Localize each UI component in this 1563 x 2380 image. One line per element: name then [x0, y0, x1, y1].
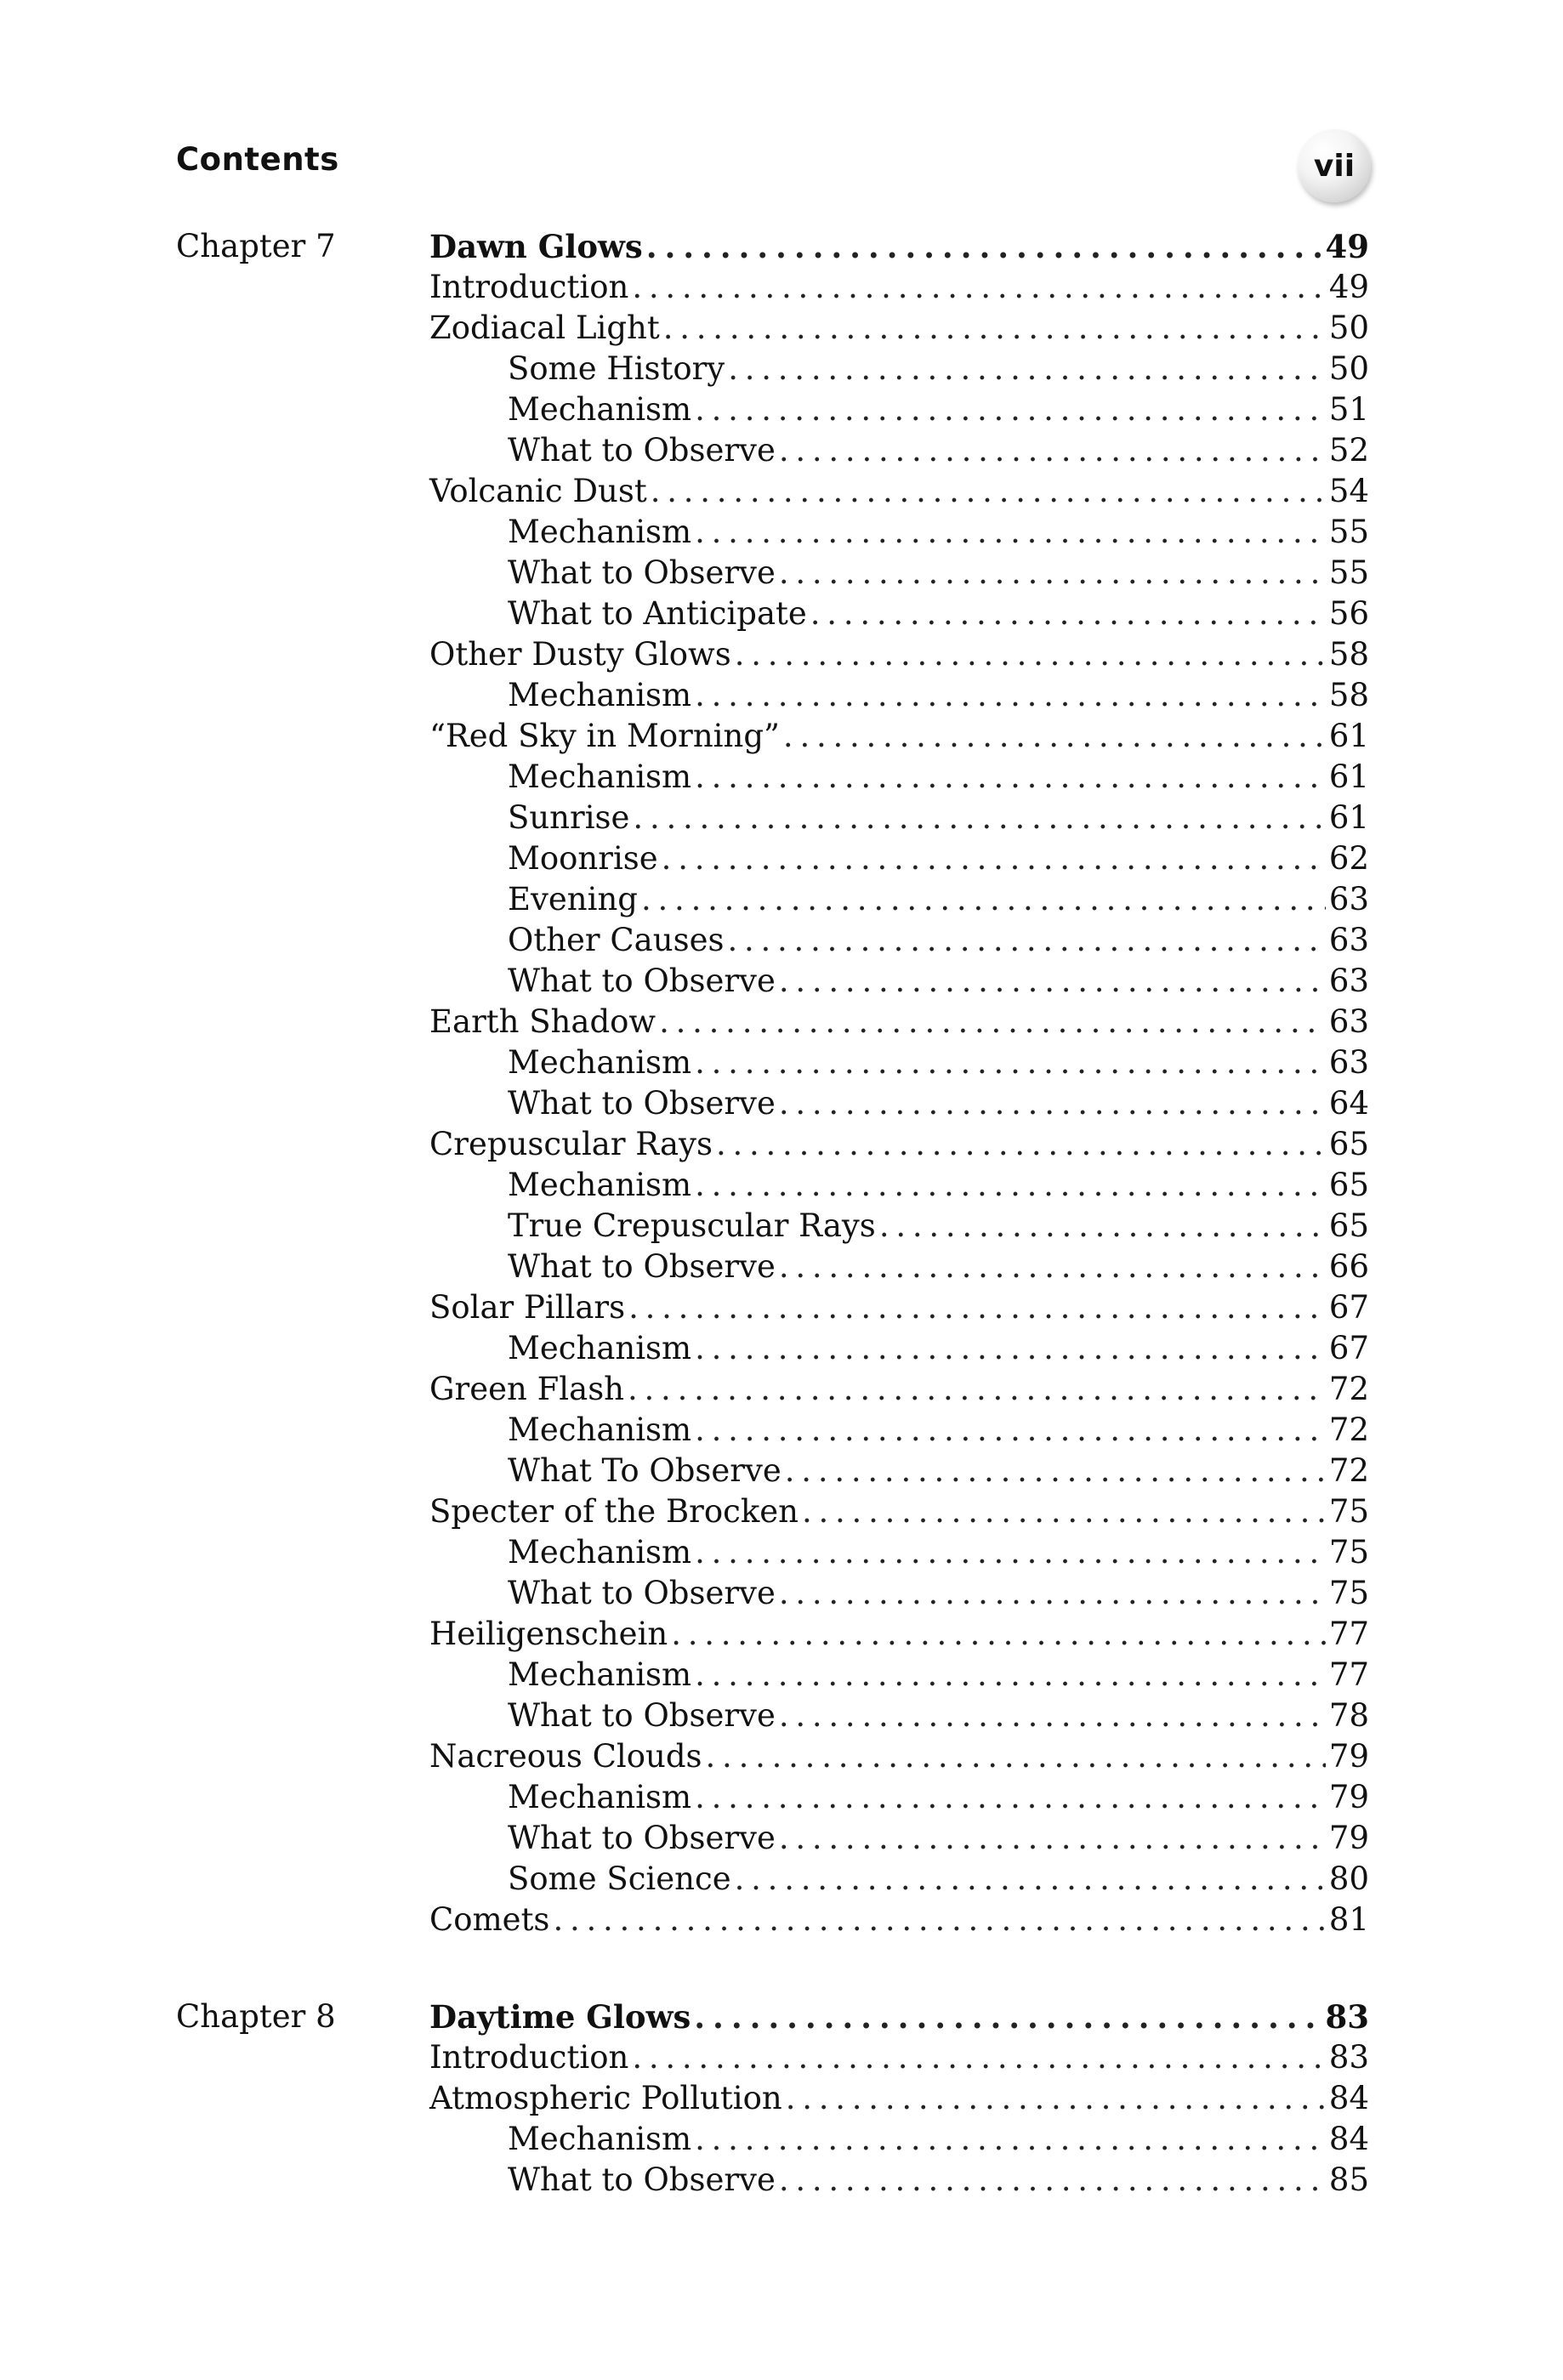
- toc-entry-title: Specter of the Brocken: [429, 1493, 799, 1530]
- dot-leader: [779, 1083, 1326, 1124]
- dot-leader: [553, 1900, 1325, 1940]
- dot-leader: [786, 2078, 1326, 2119]
- toc-subsection[interactable]: [429, 1410, 1369, 1451]
- toc-subsection[interactable]: [429, 430, 1369, 471]
- toc-subsection[interactable]: [429, 961, 1369, 1002]
- toc-page-number: 49: [1325, 228, 1369, 265]
- toc-page-number: 72: [1328, 1371, 1369, 1407]
- toc-page-number: 63: [1328, 922, 1369, 958]
- toc-section[interactable]: [429, 308, 1369, 349]
- toc-entry-title: Solar Pillars: [429, 1289, 626, 1326]
- toc-subsection[interactable]: [429, 2160, 1369, 2201]
- toc-subsection[interactable]: [429, 838, 1369, 879]
- dot-leader: [628, 1287, 1326, 1328]
- toc-subsection[interactable]: [429, 1573, 1369, 1614]
- toc-subsection[interactable]: [429, 757, 1369, 798]
- toc-page-number: 85: [1328, 2161, 1369, 2198]
- dot-leader: [662, 838, 1326, 879]
- toc-page-number: 84: [1328, 2121, 1369, 2157]
- toc-page-number: 50: [1328, 310, 1369, 346]
- toc-page-number: 61: [1328, 758, 1369, 795]
- toc-section[interactable]: [429, 1900, 1369, 1940]
- toc-page-number: 67: [1328, 1330, 1369, 1366]
- toc-subsection[interactable]: [429, 1042, 1369, 1083]
- toc-subsection[interactable]: [429, 1777, 1369, 1818]
- toc-entry-title: What To Observe: [508, 1452, 782, 1489]
- toc-page-number: 72: [1328, 1412, 1369, 1448]
- dot-leader: [728, 349, 1326, 389]
- chapter-label: Chapter 8: [176, 1998, 336, 2035]
- toc-page-number: 80: [1328, 1860, 1369, 1897]
- toc-page-number: 77: [1328, 1616, 1369, 1652]
- toc-entry-title: What to Observe: [508, 1248, 776, 1285]
- toc-entry-title: What to Observe: [508, 2161, 776, 2198]
- toc-subsection[interactable]: [429, 675, 1369, 716]
- toc-chapter-title[interactable]: [429, 226, 1369, 267]
- toc-subsection[interactable]: [429, 512, 1369, 553]
- toc-subsection[interactable]: [429, 920, 1369, 961]
- toc-page-number: 79: [1328, 1779, 1369, 1815]
- toc-subsection[interactable]: [429, 1206, 1369, 1247]
- dot-leader: [694, 1997, 1321, 2037]
- toc-page-number: 65: [1328, 1207, 1369, 1244]
- toc-page-number: 65: [1328, 1126, 1369, 1162]
- toc-entry-title: Earth Shadow: [429, 1003, 656, 1040]
- dot-leader: [779, 1818, 1326, 1859]
- toc-page-number: 58: [1328, 677, 1369, 713]
- toc-page-number: 79: [1328, 1738, 1369, 1775]
- toc-subsection[interactable]: [429, 798, 1369, 838]
- toc-subsection[interactable]: [429, 1165, 1369, 1206]
- toc-entry-title: Evening: [508, 881, 638, 917]
- toc-entry-title: Zodiacal Light: [429, 310, 660, 346]
- toc-entry-title: What to Observe: [508, 1085, 776, 1122]
- toc-entry-title: Nacreous Clouds: [429, 1738, 702, 1775]
- toc-page-number: 61: [1328, 799, 1369, 836]
- toc-page-number: 55: [1328, 554, 1369, 591]
- toc-entry-title: Introduction: [429, 269, 629, 305]
- toc-page-number: 75: [1328, 1534, 1369, 1571]
- dot-leader: [695, 1328, 1326, 1369]
- toc-page-number: 54: [1328, 473, 1369, 509]
- toc-entry-title: Crepuscular Rays: [429, 1126, 713, 1162]
- toc-section[interactable]: [429, 634, 1369, 675]
- toc-entry-title: Mechanism: [508, 1534, 692, 1571]
- toc-page-number: 66: [1328, 1248, 1369, 1285]
- dot-leader: [695, 2119, 1326, 2160]
- toc-page-number: 63: [1328, 963, 1369, 999]
- toc-page-number: 83: [1328, 2039, 1369, 2076]
- toc-section[interactable]: [429, 2078, 1369, 2119]
- toc-entry-title: Other Causes: [508, 922, 725, 958]
- dot-leader: [716, 1124, 1326, 1165]
- toc-entry-title: Some Science: [508, 1860, 731, 1897]
- toc-page-number: 65: [1328, 1167, 1369, 1203]
- toc-page-number: 75: [1328, 1575, 1369, 1611]
- toc-entry-title: Mechanism: [508, 677, 692, 713]
- toc-page-number: 56: [1328, 595, 1369, 632]
- toc-entry-title: Mechanism: [508, 1779, 692, 1815]
- toc-section[interactable]: [429, 1124, 1369, 1165]
- toc-subsection[interactable]: [429, 1696, 1369, 1736]
- toc-list: [429, 226, 1369, 1940]
- dot-leader: [671, 1614, 1326, 1655]
- toc-list: [429, 1997, 1369, 2201]
- dot-leader: [659, 1002, 1326, 1042]
- toc-page-number: 72: [1328, 1452, 1369, 1489]
- dot-leader: [695, 1165, 1326, 1206]
- toc-entry-title: What to Observe: [508, 1820, 776, 1856]
- toc-page-number: 50: [1328, 350, 1369, 387]
- dot-leader: [779, 1696, 1326, 1736]
- dot-leader: [641, 879, 1326, 920]
- dot-leader: [651, 471, 1326, 512]
- toc-subsection[interactable]: [429, 349, 1369, 389]
- dot-leader: [802, 1491, 1326, 1532]
- dot-leader: [779, 2160, 1326, 2201]
- toc-entry-title: Some History: [508, 350, 725, 387]
- toc-subsection[interactable]: [429, 879, 1369, 920]
- toc-entry-title: Mechanism: [508, 1044, 692, 1081]
- toc-subsection[interactable]: [429, 1818, 1369, 1859]
- dot-leader: [663, 308, 1326, 349]
- toc-subsection[interactable]: [429, 594, 1369, 634]
- toc-page-number: 81: [1328, 1901, 1369, 1938]
- toc-subsection[interactable]: [429, 389, 1369, 430]
- dot-leader: [735, 1859, 1326, 1900]
- toc-subsection[interactable]: [429, 1532, 1369, 1573]
- toc-page-number: 63: [1328, 1003, 1369, 1040]
- toc-entry-title: Mechanism: [508, 1656, 692, 1693]
- toc-entry-title: True Crepuscular Rays: [508, 1207, 876, 1244]
- page-number-badge: vii: [1298, 129, 1371, 202]
- toc-entry-title: Moonrise: [508, 840, 658, 877]
- toc-subsection[interactable]: [429, 1859, 1369, 1900]
- dot-leader: [695, 675, 1326, 716]
- toc-entry-title: Sunrise: [508, 799, 630, 836]
- toc-entry-title: Other Dusty Glows: [429, 636, 731, 673]
- toc-page-number: 64: [1328, 1085, 1369, 1122]
- dot-leader: [695, 1532, 1326, 1573]
- toc-section[interactable]: [429, 1614, 1369, 1655]
- toc-page-number: 63: [1328, 881, 1369, 917]
- toc-page-number: 52: [1328, 432, 1369, 469]
- toc-page-number: 79: [1328, 1820, 1369, 1856]
- toc-section[interactable]: [429, 1002, 1369, 1042]
- toc-subsection[interactable]: [429, 1083, 1369, 1124]
- dot-leader: [695, 512, 1326, 553]
- dot-leader: [879, 1206, 1326, 1247]
- toc-page-number: 58: [1328, 636, 1369, 673]
- toc-page-number: 55: [1328, 514, 1369, 550]
- toc-entry-title: Comets: [429, 1901, 550, 1938]
- toc-page-number: 49: [1328, 269, 1369, 305]
- toc-page-number: 51: [1328, 391, 1369, 428]
- toc-entry-title: What to Observe: [508, 432, 776, 469]
- toc-entry-title: What to Observe: [508, 1575, 776, 1611]
- toc-entry-title: What to Observe: [508, 963, 776, 999]
- toc-section[interactable]: [429, 1491, 1369, 1532]
- dot-leader: [695, 1777, 1326, 1818]
- toc-section[interactable]: [429, 267, 1369, 308]
- dot-leader: [706, 1736, 1326, 1777]
- toc-page-number: 67: [1328, 1289, 1369, 1326]
- dot-leader: [779, 1573, 1326, 1614]
- toc-entry-title: Mechanism: [508, 1412, 692, 1448]
- toc-subsection[interactable]: [429, 1451, 1369, 1491]
- dot-leader: [785, 1451, 1326, 1491]
- toc-section[interactable]: [429, 471, 1369, 512]
- toc-entry-title: Volcanic Dust: [429, 473, 647, 509]
- toc-entry-title: Mechanism: [508, 1167, 692, 1203]
- dot-leader: [727, 920, 1325, 961]
- dot-leader: [695, 1042, 1326, 1083]
- toc-page-number: 62: [1328, 840, 1369, 877]
- dot-leader: [632, 2037, 1326, 2078]
- toc-subsection[interactable]: [429, 553, 1369, 594]
- toc-section[interactable]: [429, 1369, 1369, 1410]
- dot-leader: [779, 430, 1326, 471]
- toc-page-number: 75: [1328, 1493, 1369, 1530]
- toc-entry-title: Mechanism: [508, 391, 692, 428]
- toc-entry-title: Atmospheric Pollution: [429, 2080, 782, 2116]
- toc-entry-title: Heiligenschein: [429, 1616, 668, 1652]
- toc-entry-title: What to Observe: [508, 554, 776, 591]
- toc-subsection[interactable]: [429, 2119, 1369, 2160]
- toc-entry-title: What to Anticipate: [508, 595, 807, 632]
- dot-leader: [695, 389, 1326, 430]
- dot-leader: [632, 267, 1326, 308]
- toc-page-number: 61: [1328, 718, 1369, 754]
- toc-entry-title: Mechanism: [508, 1330, 692, 1366]
- toc-entry-title: Mechanism: [508, 514, 692, 550]
- running-head-title: Contents: [176, 141, 339, 178]
- dot-leader: [695, 1655, 1326, 1696]
- dot-leader: [633, 798, 1325, 838]
- toc-page-number: 83: [1325, 1998, 1369, 2036]
- toc-section[interactable]: [429, 2037, 1369, 2078]
- toc-entry-title: Mechanism: [508, 2121, 692, 2157]
- toc-entry-title: Introduction: [429, 2039, 629, 2076]
- dot-leader: [695, 1410, 1326, 1451]
- toc-subsection[interactable]: [429, 1655, 1369, 1696]
- toc-subsection[interactable]: [429, 1247, 1369, 1287]
- toc-page-number: 77: [1328, 1656, 1369, 1693]
- dot-leader: [779, 1247, 1326, 1287]
- chapter-label: Chapter 7: [176, 228, 336, 264]
- toc-entry-title: Mechanism: [508, 758, 692, 795]
- toc-page-number: 84: [1328, 2080, 1369, 2116]
- toc-entry-title: Green Flash: [429, 1371, 625, 1407]
- toc-chapter-title[interactable]: [429, 1997, 1369, 2037]
- dot-leader: [810, 594, 1326, 634]
- toc-page-number: 63: [1328, 1044, 1369, 1081]
- toc-section[interactable]: [429, 716, 1369, 757]
- dot-leader: [779, 553, 1326, 594]
- dot-leader: [783, 716, 1326, 757]
- dot-leader: [628, 1369, 1326, 1410]
- toc-entry-title: What to Observe: [508, 1697, 776, 1734]
- dot-leader: [735, 634, 1326, 675]
- toc-section[interactable]: [429, 1287, 1369, 1328]
- toc-entry-title: Daytime Glows: [429, 1998, 691, 2036]
- toc-section[interactable]: [429, 1736, 1369, 1777]
- dot-leader: [695, 757, 1326, 798]
- toc-entry-title: Dawn Glows: [429, 228, 643, 265]
- toc-entry-title: “Red Sky in Morning”: [429, 718, 780, 754]
- toc-subsection[interactable]: [429, 1328, 1369, 1369]
- dot-leader: [779, 961, 1326, 1002]
- dot-leader: [646, 226, 1322, 267]
- toc-page-number: 78: [1328, 1697, 1369, 1734]
